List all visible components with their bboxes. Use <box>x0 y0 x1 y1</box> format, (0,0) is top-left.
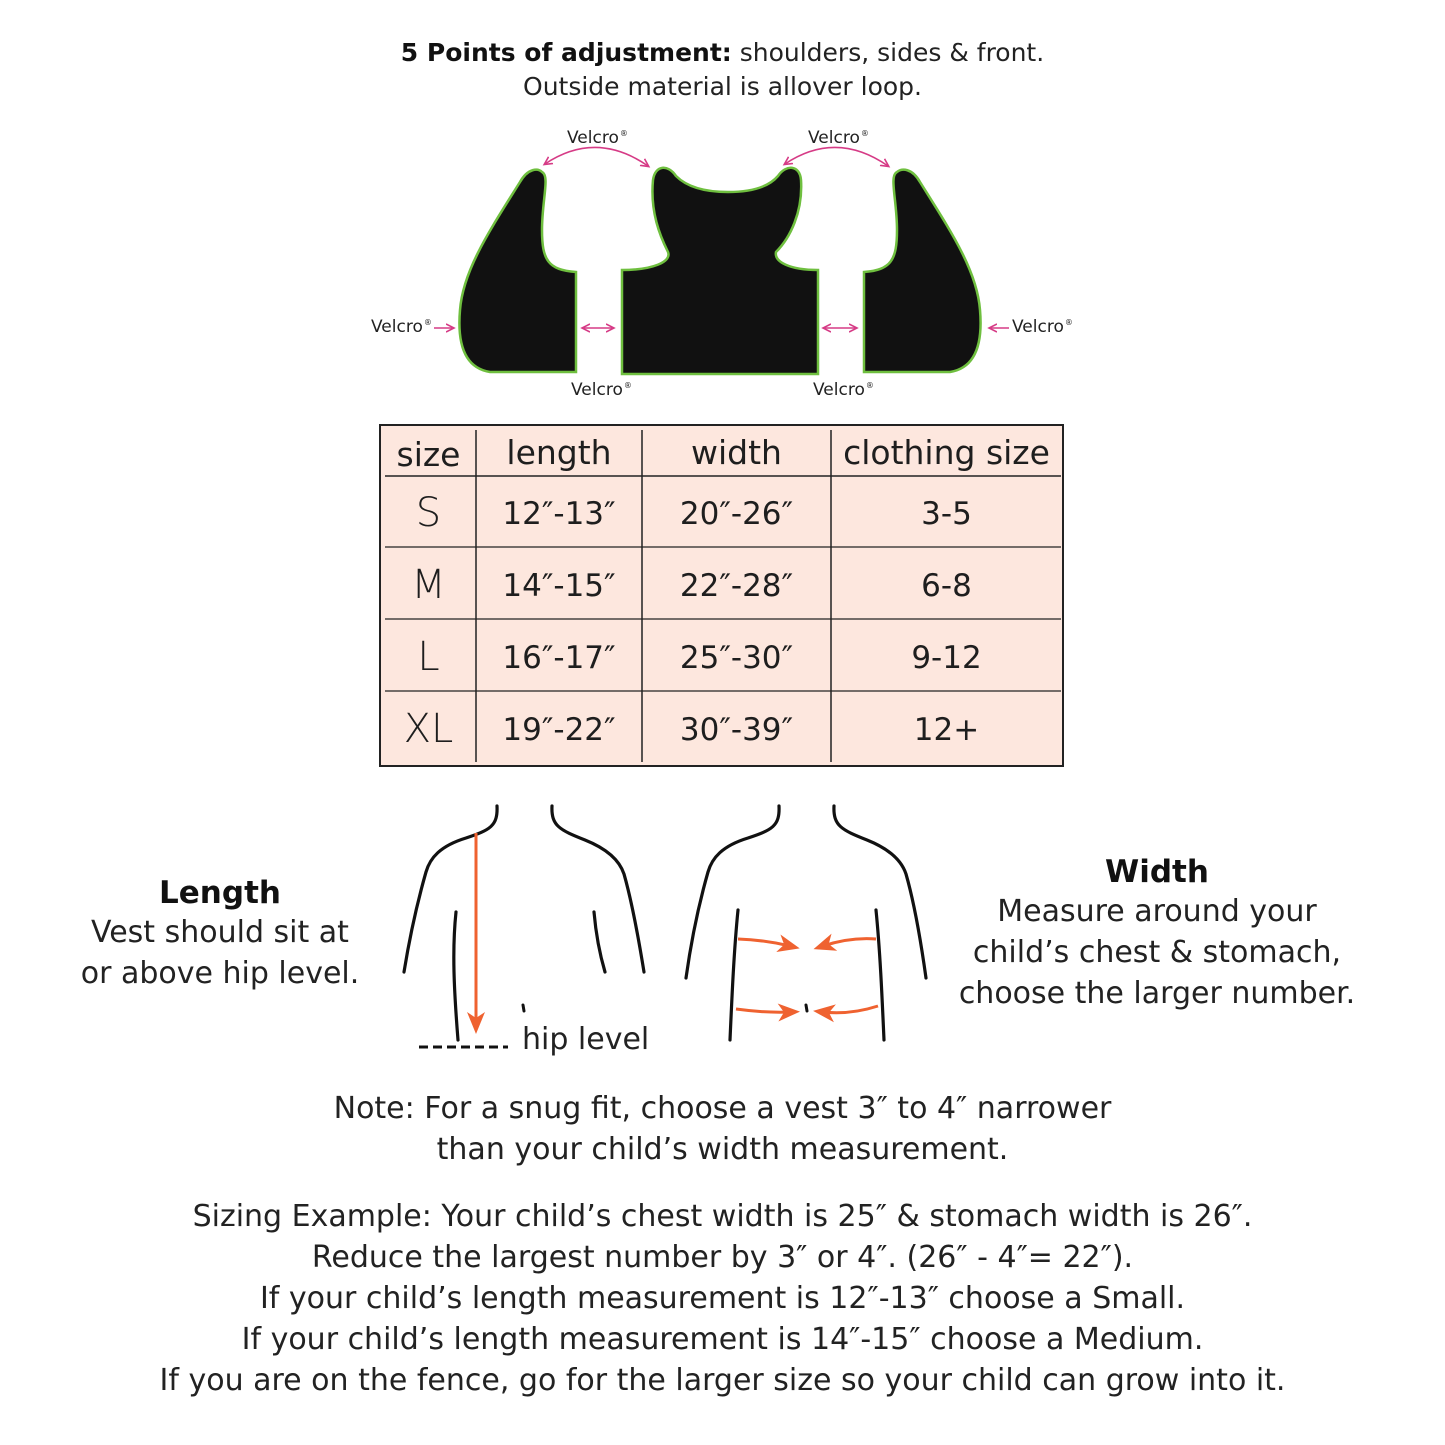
width-line-2: child’s chest & stomach, <box>972 935 1342 970</box>
size-table <box>379 424 1064 767</box>
length-title: Length <box>159 875 281 911</box>
example-line-4: If your child’s length measurement is 14″-15″ choose a Medium. <box>241 1322 1204 1357</box>
velcro-label-outer-right: Velcro® <box>1012 317 1073 337</box>
velcro-label-bottom-right: Velcro® <box>813 380 874 400</box>
table-row-s-width: 20″-26″ <box>679 496 794 532</box>
table-row-m-length: 14″-15″ <box>502 568 616 604</box>
length-line-1: Vest should sit at <box>91 915 349 950</box>
example-line-2: Reduce the largest number by 3″ or 4″. (26″ - 4″= 22″). <box>311 1240 1134 1275</box>
length-line-2: or above hip level. <box>80 956 360 991</box>
table-header-length: length <box>506 433 612 472</box>
length-section <box>60 874 380 994</box>
table-row-xl-width: 30″-39″ <box>679 712 794 748</box>
header-bold: 5 Points of adjustment: <box>400 38 732 67</box>
table-row-s-length: 12″-13″ <box>502 496 616 532</box>
note-line-1: Note: For a snug fit, choose a vest 3″ to 4″ narrower <box>333 1091 1112 1126</box>
velcro-arrow-top-right <box>785 147 888 166</box>
header-rest: shoulders, sides & front. <box>731 38 1045 67</box>
sizing-example <box>0 1196 1445 1401</box>
table-row-l-clothing: 9-12 <box>911 640 982 676</box>
hip-level-label: hip level <box>522 1022 650 1057</box>
example-line-5: If you are on the fence, go for the larger size so your child can grow into it. <box>159 1363 1286 1398</box>
table-row-xl-length: 19″-22″ <box>502 712 616 748</box>
velcro-arrow-top-left <box>545 147 648 166</box>
table-row-l-length: 16″-17″ <box>502 640 616 676</box>
example-line-3: If your child’s length measurement is 12″-13″ choose a Small. <box>259 1281 1186 1316</box>
vest-right-panel <box>864 170 981 372</box>
table-row-l-width: 25″-30″ <box>679 640 794 676</box>
width-section <box>947 853 1367 1014</box>
vest-center-panel <box>622 168 818 374</box>
note-line-2: than your child’s width measurement. <box>436 1132 1009 1167</box>
table-row-s-size: S <box>415 490 442 536</box>
belly-button-mark <box>523 1005 524 1011</box>
width-measure-arrows <box>736 939 878 1013</box>
table-header-size: size <box>396 435 461 474</box>
velcro-label-bottom-left: Velcro® <box>571 380 632 400</box>
velcro-label-top-left: Velcro® <box>567 128 628 148</box>
example-line-1: Sizing Example: Your child’s chest width is 25″ & stomach width is 26″. <box>192 1199 1253 1234</box>
table-header-width: width <box>691 433 782 472</box>
width-title: Width <box>1105 854 1209 890</box>
table-row-m-clothing: 6-8 <box>921 568 972 604</box>
table-row-l-size: L <box>417 634 440 680</box>
table-row-m-width: 22″-28″ <box>679 568 794 604</box>
vest-left-panel <box>459 170 576 372</box>
table-row-m-size: M <box>411 562 446 608</box>
width-line-1: Measure around your <box>997 894 1317 929</box>
belly-button-mark-2 <box>806 1005 807 1011</box>
table-row-xl-size: XL <box>403 706 454 752</box>
velcro-label-outer-left: Velcro® <box>371 317 432 337</box>
table-header-clothing-size: clothing size <box>843 433 1050 472</box>
header-line-2: Outside material is allover loop. <box>523 72 922 101</box>
table-row-xl-clothing: 12+ <box>913 712 980 748</box>
width-line-3: choose the larger number. <box>958 976 1356 1011</box>
table-row-s-clothing: 3-5 <box>921 496 972 532</box>
velcro-label-top-right: Velcro® <box>808 128 869 148</box>
vest-panels-diagram <box>0 0 1445 420</box>
note <box>0 1088 1445 1170</box>
